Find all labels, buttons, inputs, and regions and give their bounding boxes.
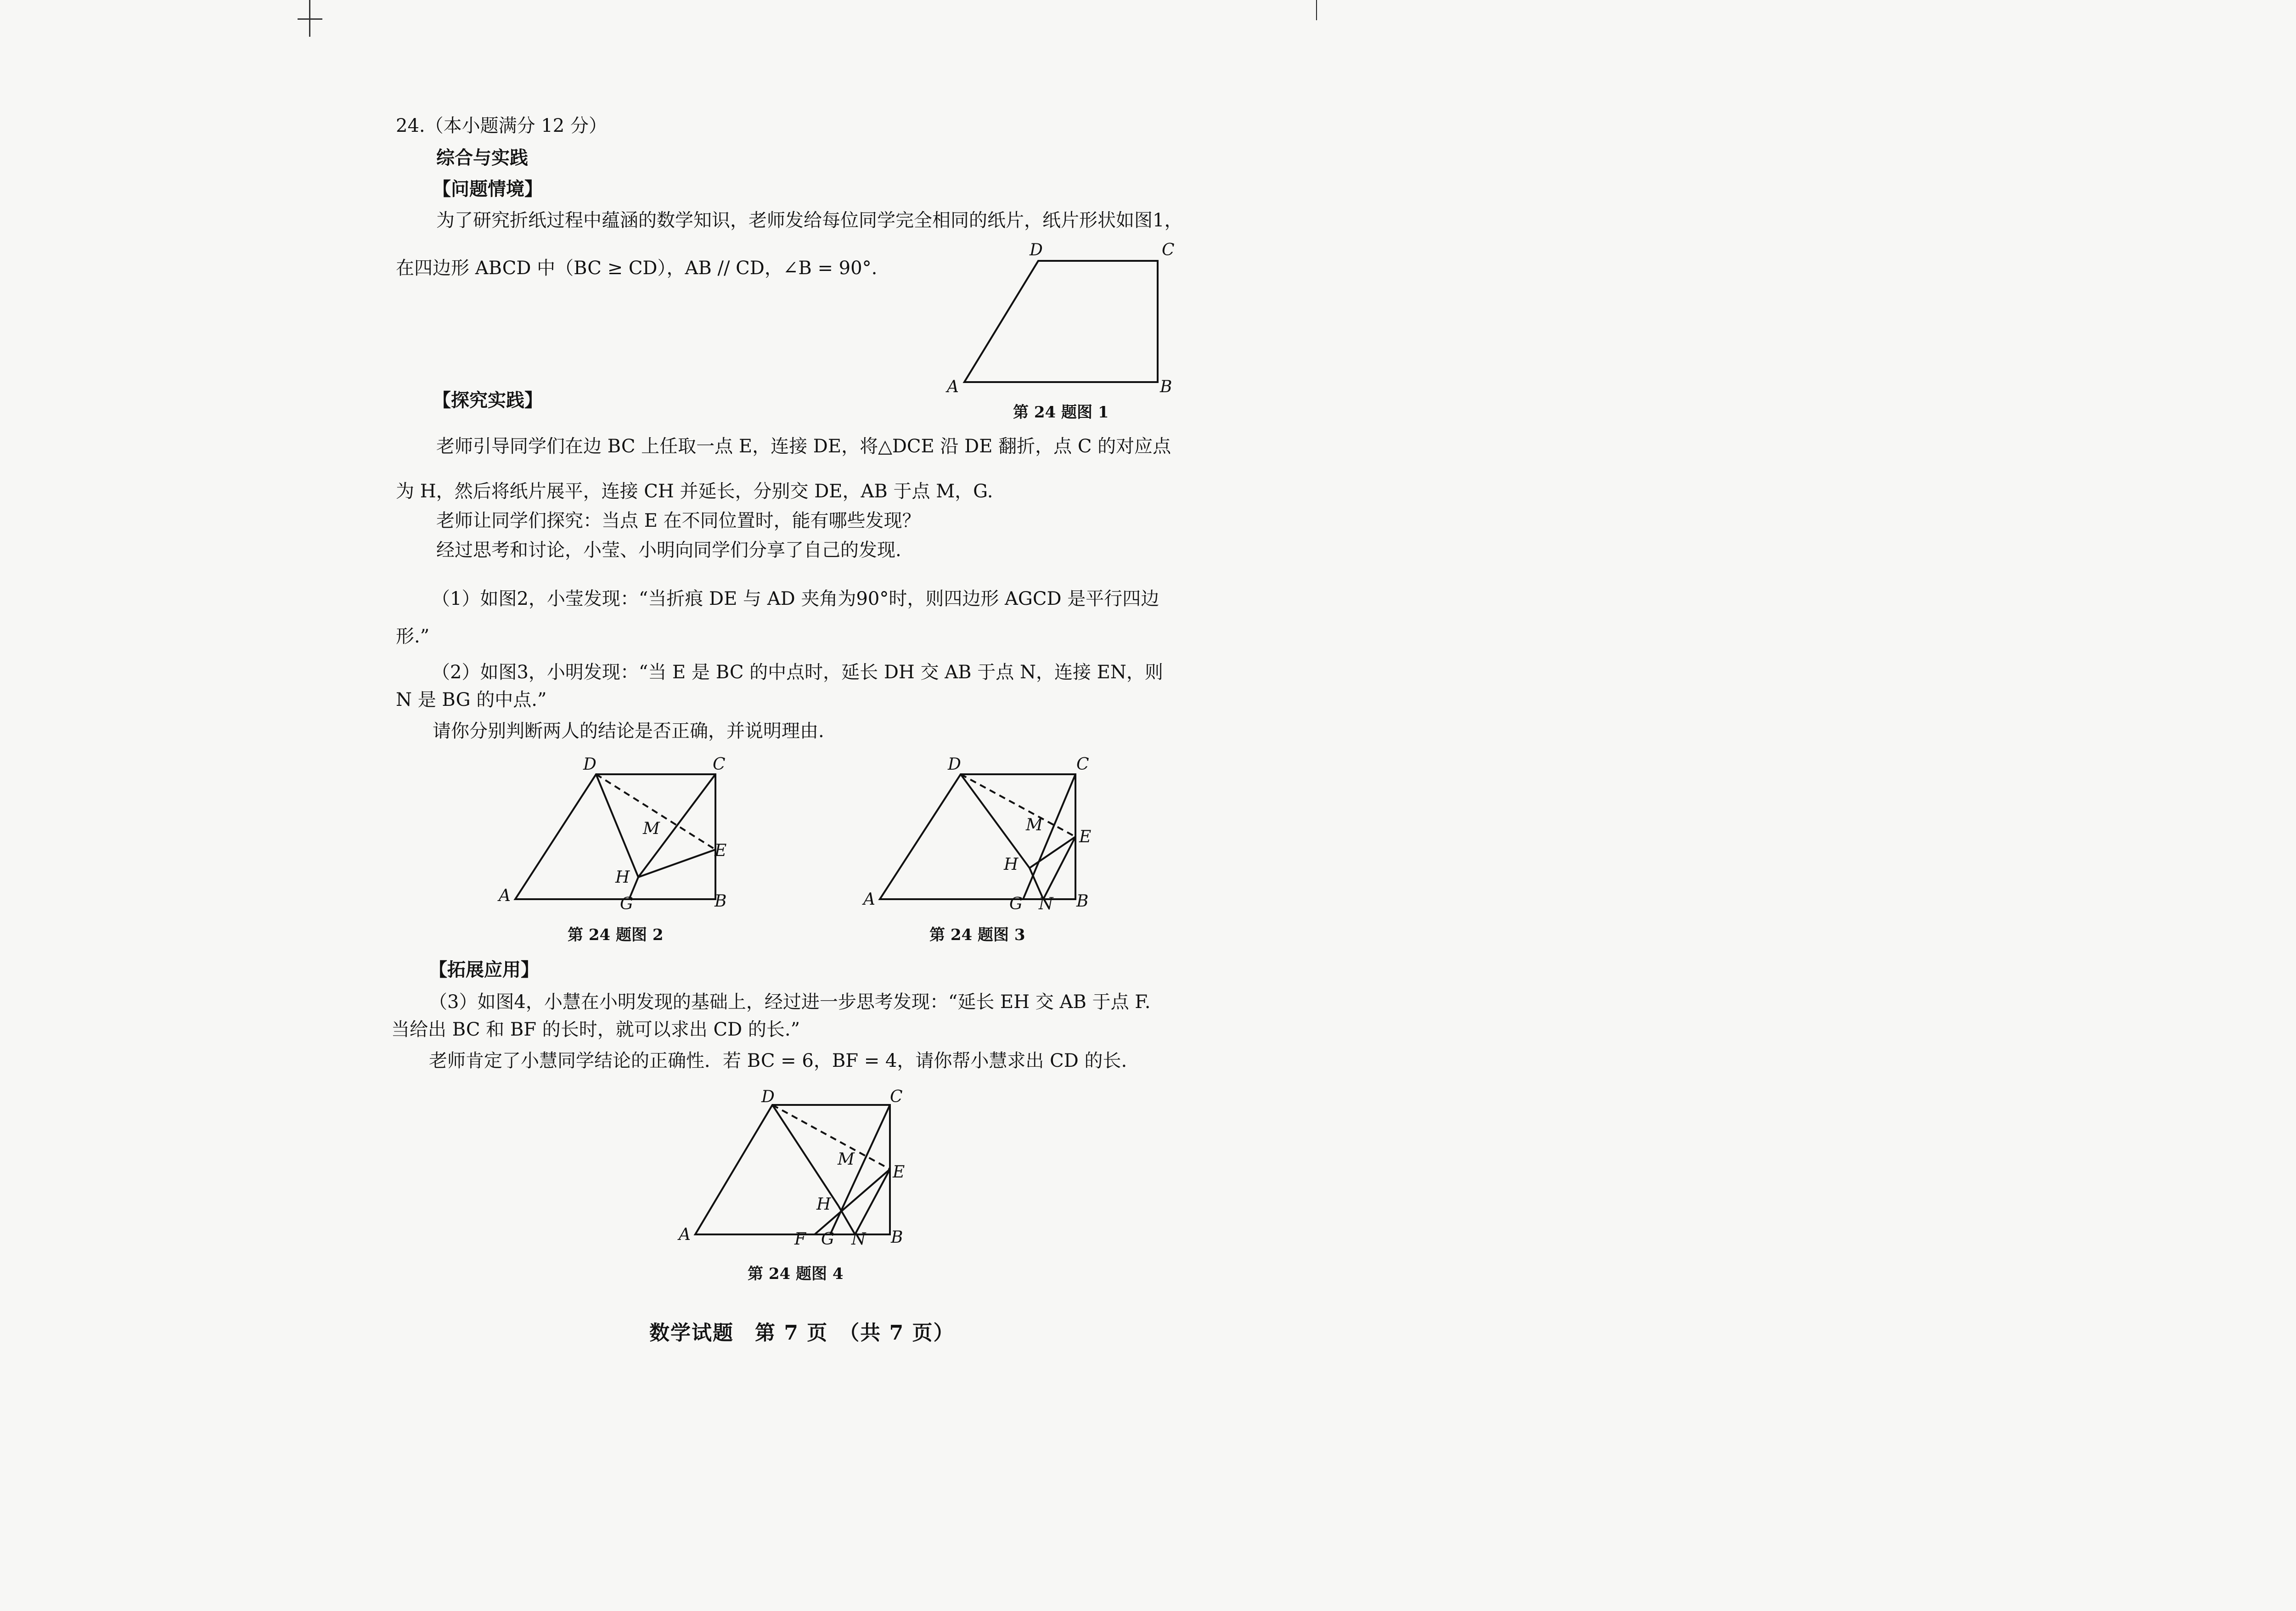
fig2-label-e: E	[715, 841, 727, 860]
fig4-label-h: H	[816, 1195, 831, 1214]
fig4-label-c: C	[890, 1087, 903, 1106]
fig3-label-e: E	[1079, 828, 1092, 846]
scan-edge-left	[1316, 0, 1317, 20]
fig3-label-d: D	[948, 755, 961, 774]
explore-line-1: 老师引导同学们在边 BC 上任取一点 E，连接 DE，将△DCE 沿 DE 翻折，点 C 的对应点	[436, 436, 1171, 457]
question-number: 24.（本小题满分 12 分）	[396, 115, 607, 136]
fig1-label-c: C	[1162, 241, 1175, 259]
heading-explore-practice: 【探究实践】	[433, 389, 543, 411]
situation-line-1: 为了研究折纸过程中蕴涵的数学知识，老师发给每位同学完全相同的纸片，纸片形状如图1，	[436, 210, 1183, 231]
fig3-label-a: A	[863, 890, 875, 909]
part2-line-2: N 是 BG 的中点.”	[396, 689, 547, 710]
part2-line-1: （2）如图3，小明发现：“当 E 是 BC 的中点时，延长 DH 交 AB 于点 N，连接 EN，则	[432, 662, 1163, 683]
fig2-label-m: M	[643, 819, 660, 838]
part3-line-1: （3）如图4，小慧在小明发现的基础上，经过进一步思考发现：“延长 EH 交 AB 于点 F.	[429, 991, 1151, 1013]
fig4-label-m: M	[838, 1150, 855, 1169]
registration-mark	[294, 0, 326, 37]
fig3-caption: 第 24 题图 3	[929, 926, 1025, 944]
part3-line-3: 老师肯定了小慧同学结论的正确性．若 BC = 6，BF = 4，请你帮小慧求出 CD 的长.	[429, 1050, 1127, 1071]
fig3-label-n: N	[1039, 895, 1053, 913]
heading-problem-situation: 【问题情境】	[433, 178, 543, 200]
part1-line-2: 形.”	[396, 626, 430, 647]
fig4-label-n: N	[851, 1230, 866, 1249]
fig3-label-h: H	[1004, 855, 1019, 874]
fig3-label-c: C	[1076, 755, 1089, 774]
fig4-label-g: G	[821, 1230, 834, 1249]
fig4-label-e: E	[893, 1163, 905, 1182]
fig4-caption: 第 24 题图 4	[748, 1265, 844, 1283]
fig4-label-b: B	[891, 1228, 903, 1247]
fig1-label-d: D	[1030, 241, 1043, 259]
fig3-label-b: B	[1076, 892, 1089, 911]
situation-line-2: 在四边形 ABCD 中（BC ≥ CD），AB // CD，∠B = 90°.	[396, 258, 878, 279]
judge-line: 请你分别判断两人的结论是否正确，并说明理由.	[433, 721, 824, 742]
figure-3	[861, 753, 1109, 918]
fig4-label-f: F	[794, 1230, 806, 1249]
explore-line-4: 经过思考和讨论，小莹、小明向同学们分享了自己的发现.	[436, 540, 901, 561]
explore-line-2: 为 H，然后将纸片展平，连接 CH 并延长，分别交 DE，AB 于点 M，G.	[396, 481, 993, 502]
fig1-caption: 第 24 题图 1	[1013, 403, 1109, 422]
fig1-label-a: A	[947, 377, 959, 396]
fig2-label-g: G	[620, 895, 633, 913]
fig4-label-a: A	[679, 1225, 691, 1244]
fig2-label-b: B	[715, 892, 727, 911]
part3-line-2: 当给出 BC 和 BF 的长时，就可以求出 CD 的长.”	[391, 1019, 800, 1040]
fig4-label-d: D	[761, 1087, 775, 1106]
explore-line-3: 老师让同学们探究：当点 E 在不同位置时，能有哪些发现？	[436, 510, 921, 531]
page-footer: 数学试题 第 7 页 （共 7 页）	[649, 1321, 955, 1345]
figure-1	[937, 239, 1194, 404]
fig2-label-h: H	[615, 868, 630, 887]
fig3-quadrilateral	[880, 774, 1075, 899]
heading-extend-application: 【拓展应用】	[429, 959, 539, 980]
figure-2	[496, 753, 744, 918]
section-title: 综合与实践	[436, 147, 528, 169]
fig1-quadrilateral	[964, 261, 1158, 382]
fig2-label-a: A	[499, 886, 511, 905]
fig2-label-c: C	[713, 755, 726, 774]
part1-line-1: （1）如图2，小莹发现：“当折痕 DE 与 AD 夹角为90°时，则四边形 AGCD 是平行四边	[432, 588, 1159, 609]
fig1-label-b: B	[1160, 377, 1172, 396]
fig3-label-g: G	[1009, 895, 1023, 913]
fig3-label-m: M	[1026, 816, 1043, 834]
fig2-caption: 第 24 题图 2	[568, 926, 664, 944]
fig2-label-d: D	[583, 755, 597, 774]
figure-4	[677, 1088, 925, 1254]
